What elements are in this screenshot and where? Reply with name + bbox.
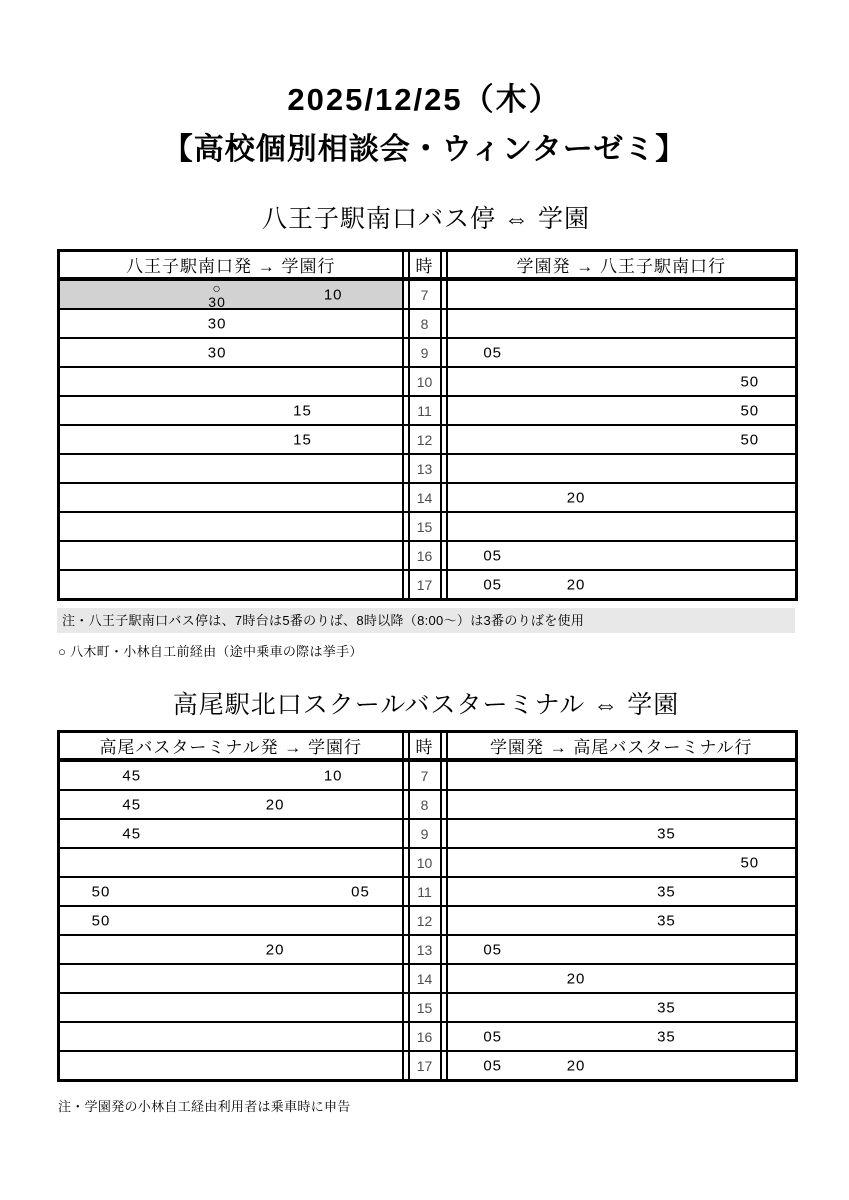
footnote: 注・学園発の小林自工経由利用者は乗車時に申告 bbox=[58, 1099, 351, 1114]
minute-value: 05 bbox=[483, 941, 503, 958]
row-h16 bbox=[59, 541, 797, 570]
hour-cell-h13: 13 bbox=[409, 935, 441, 964]
timetable-1 bbox=[57, 249, 798, 601]
timetable-section-2 bbox=[57, 690, 795, 1115]
return-header: 学園発 → 八王子駅南口行 bbox=[447, 251, 797, 280]
minute-value: 05 bbox=[483, 1057, 503, 1074]
minute-value: 50 bbox=[740, 373, 760, 390]
minute-value: 20 bbox=[566, 1057, 586, 1074]
hour-cell-h12: 12 bbox=[409, 425, 441, 454]
row-h9 bbox=[59, 338, 797, 367]
departure-cell-h14 bbox=[59, 483, 403, 512]
return-cell-h14 bbox=[447, 964, 797, 993]
departure-header: 高尾バスターミナル発 → 学園行 bbox=[59, 732, 403, 761]
row-h13 bbox=[59, 935, 797, 964]
return-cell-h8 bbox=[447, 309, 797, 338]
minute-value: 50 bbox=[91, 912, 111, 929]
minute-value: 15 bbox=[293, 402, 312, 419]
minute-value: 35 bbox=[657, 825, 676, 842]
departure-cell-h9 bbox=[59, 338, 403, 367]
return-cell-h16 bbox=[447, 541, 797, 570]
hour-cell-h17: 17 bbox=[409, 1051, 441, 1081]
minute-value: 30 bbox=[207, 344, 227, 361]
departure-cell-h11 bbox=[59, 877, 403, 906]
return-cell-h13 bbox=[447, 935, 797, 964]
departure-cell-h13 bbox=[59, 454, 403, 483]
hour-cell-h7: 7 bbox=[409, 760, 441, 790]
return-cell-h15 bbox=[447, 993, 797, 1022]
row-h11 bbox=[59, 396, 797, 425]
departure-header: 八王子駅南口発 → 学園行 bbox=[59, 251, 403, 280]
hour-cell-h15: 15 bbox=[409, 512, 441, 541]
return-cell-h10 bbox=[447, 848, 797, 877]
minute-value: 20 bbox=[566, 970, 586, 987]
minute-value: 35 bbox=[657, 1028, 676, 1045]
timetable-section-1 bbox=[57, 204, 795, 660]
departure-cell-h10 bbox=[59, 848, 403, 877]
departure-cell-h17 bbox=[59, 570, 403, 600]
hour-header: 時 bbox=[409, 732, 441, 761]
minute-value: 05 bbox=[483, 547, 503, 564]
hour-cell-h10: 10 bbox=[409, 848, 441, 877]
departure-cell-h11 bbox=[59, 396, 403, 425]
footnote: 注・八王子駅南口バス停は、7時台は5番のりば、8時以降（8:00～）は3番のりばを使用 bbox=[57, 608, 795, 633]
hour-cell-h9: 9 bbox=[409, 819, 441, 848]
row-h17 bbox=[59, 570, 797, 600]
hour-cell-h11: 11 bbox=[409, 396, 441, 425]
minute-value: 20 bbox=[566, 489, 586, 506]
header-row bbox=[59, 732, 797, 761]
minute-value: 30 bbox=[208, 293, 226, 310]
departure-cell-h16 bbox=[59, 541, 403, 570]
departure-cell-h8 bbox=[59, 309, 403, 338]
row-h8 bbox=[59, 309, 797, 338]
hour-cell-h12: 12 bbox=[409, 906, 441, 935]
return-cell-h17 bbox=[447, 570, 797, 600]
return-cell-h16 bbox=[447, 1022, 797, 1051]
minute-value: 50 bbox=[740, 854, 760, 871]
row-h8 bbox=[59, 790, 797, 819]
minute-value: 35 bbox=[657, 999, 676, 1016]
row-h17 bbox=[59, 1051, 797, 1081]
departure-cell-h9 bbox=[59, 819, 403, 848]
minute-value: 50 bbox=[740, 431, 760, 448]
row-h15 bbox=[59, 512, 797, 541]
departure-cell-h15 bbox=[59, 993, 403, 1022]
minute-value: 20 bbox=[265, 796, 285, 813]
minute-value: 50 bbox=[740, 402, 760, 419]
minute-value: 05 bbox=[483, 576, 503, 593]
minute-value: ○ bbox=[212, 280, 222, 297]
minute-value: 35 bbox=[657, 912, 676, 929]
minute-value: 20 bbox=[566, 576, 586, 593]
minute-value: 05 bbox=[351, 883, 370, 900]
departure-cell-h17 bbox=[59, 1051, 403, 1081]
departure-cell-h15 bbox=[59, 512, 403, 541]
minute-value: 15 bbox=[293, 431, 312, 448]
return-cell-h11 bbox=[447, 396, 797, 425]
hour-cell-h10: 10 bbox=[409, 367, 441, 396]
minute-value: 05 bbox=[483, 1028, 503, 1045]
departure-cell-h8 bbox=[59, 790, 403, 819]
hour-cell-h9: 9 bbox=[409, 338, 441, 367]
return-cell-h13 bbox=[447, 454, 797, 483]
return-cell-h12 bbox=[447, 906, 797, 935]
minute-value: 10 bbox=[323, 286, 343, 303]
return-cell-h8 bbox=[447, 790, 797, 819]
minute-value: 45 bbox=[122, 825, 142, 842]
minute-value: 50 bbox=[91, 883, 111, 900]
return-cell-h17 bbox=[447, 1051, 797, 1081]
row-h12 bbox=[59, 425, 797, 454]
return-cell-h14 bbox=[447, 483, 797, 512]
row-h15 bbox=[59, 993, 797, 1022]
minute-value: 35 bbox=[657, 883, 676, 900]
row-h14 bbox=[59, 964, 797, 993]
row-h9 bbox=[59, 819, 797, 848]
row-h7 bbox=[59, 760, 797, 790]
hour-cell-h7: 7 bbox=[409, 279, 441, 309]
departure-cell-h12 bbox=[59, 906, 403, 935]
hour-cell-h16: 16 bbox=[409, 541, 441, 570]
departure-cell-h13 bbox=[59, 935, 403, 964]
hour-header: 時 bbox=[409, 251, 441, 280]
hour-cell-h8: 8 bbox=[409, 790, 441, 819]
return-cell-h10 bbox=[447, 367, 797, 396]
row-h10 bbox=[59, 848, 797, 877]
section-title: 高尾駅北口スクールバスターミナル ⇔ 学園 bbox=[172, 691, 680, 719]
departure-cell-h12 bbox=[59, 425, 403, 454]
return-cell-h12 bbox=[447, 425, 797, 454]
timetable-2 bbox=[57, 730, 798, 1082]
minute-value: 45 bbox=[122, 767, 142, 784]
departure-cell-h14 bbox=[59, 964, 403, 993]
hour-cell-h14: 14 bbox=[409, 483, 441, 512]
row-h7 bbox=[59, 279, 797, 309]
departure-cell-h16 bbox=[59, 1022, 403, 1051]
row-h10 bbox=[59, 367, 797, 396]
minute-value: 45 bbox=[122, 796, 142, 813]
minute-value: 30 bbox=[207, 315, 227, 332]
hour-cell-h11: 11 bbox=[409, 877, 441, 906]
hour-cell-h8: 8 bbox=[409, 309, 441, 338]
row-h11 bbox=[59, 877, 797, 906]
section-title: 八王子駅南口バス停 ⇔ 学園 bbox=[262, 205, 590, 233]
footnote: ○ 八木町・小林自工前経由（途中乗車の際は挙手） bbox=[58, 644, 363, 659]
departure-cell-h7 bbox=[59, 760, 403, 790]
row-h12 bbox=[59, 906, 797, 935]
return-cell-h7 bbox=[447, 279, 797, 309]
departure-cell-h7 bbox=[59, 279, 403, 309]
hour-cell-h16: 16 bbox=[409, 1022, 441, 1051]
hour-cell-h14: 14 bbox=[409, 964, 441, 993]
minute-value: 10 bbox=[323, 767, 343, 784]
timetable-sections bbox=[0, 204, 849, 1115]
page-title-event: 【高校個別相談会・ウィンターゼミ】 bbox=[162, 133, 687, 166]
hour-cell-h17: 17 bbox=[409, 570, 441, 600]
minute-value: 20 bbox=[265, 941, 285, 958]
row-h16 bbox=[59, 1022, 797, 1051]
return-cell-h9 bbox=[447, 819, 797, 848]
header-row bbox=[59, 251, 797, 280]
hour-cell-h15: 15 bbox=[409, 993, 441, 1022]
return-header: 学園発 → 高尾バスターミナル行 bbox=[447, 732, 797, 761]
hour-cell-h13: 13 bbox=[409, 454, 441, 483]
return-cell-h9 bbox=[447, 338, 797, 367]
row-h13 bbox=[59, 454, 797, 483]
departure-cell-h10 bbox=[59, 367, 403, 396]
page-title-date: 2025/12/25（木） bbox=[287, 82, 562, 117]
return-cell-h11 bbox=[447, 877, 797, 906]
minute-value: 05 bbox=[483, 344, 503, 361]
row-h14 bbox=[59, 483, 797, 512]
return-cell-h7 bbox=[447, 760, 797, 790]
return-cell-h15 bbox=[447, 512, 797, 541]
